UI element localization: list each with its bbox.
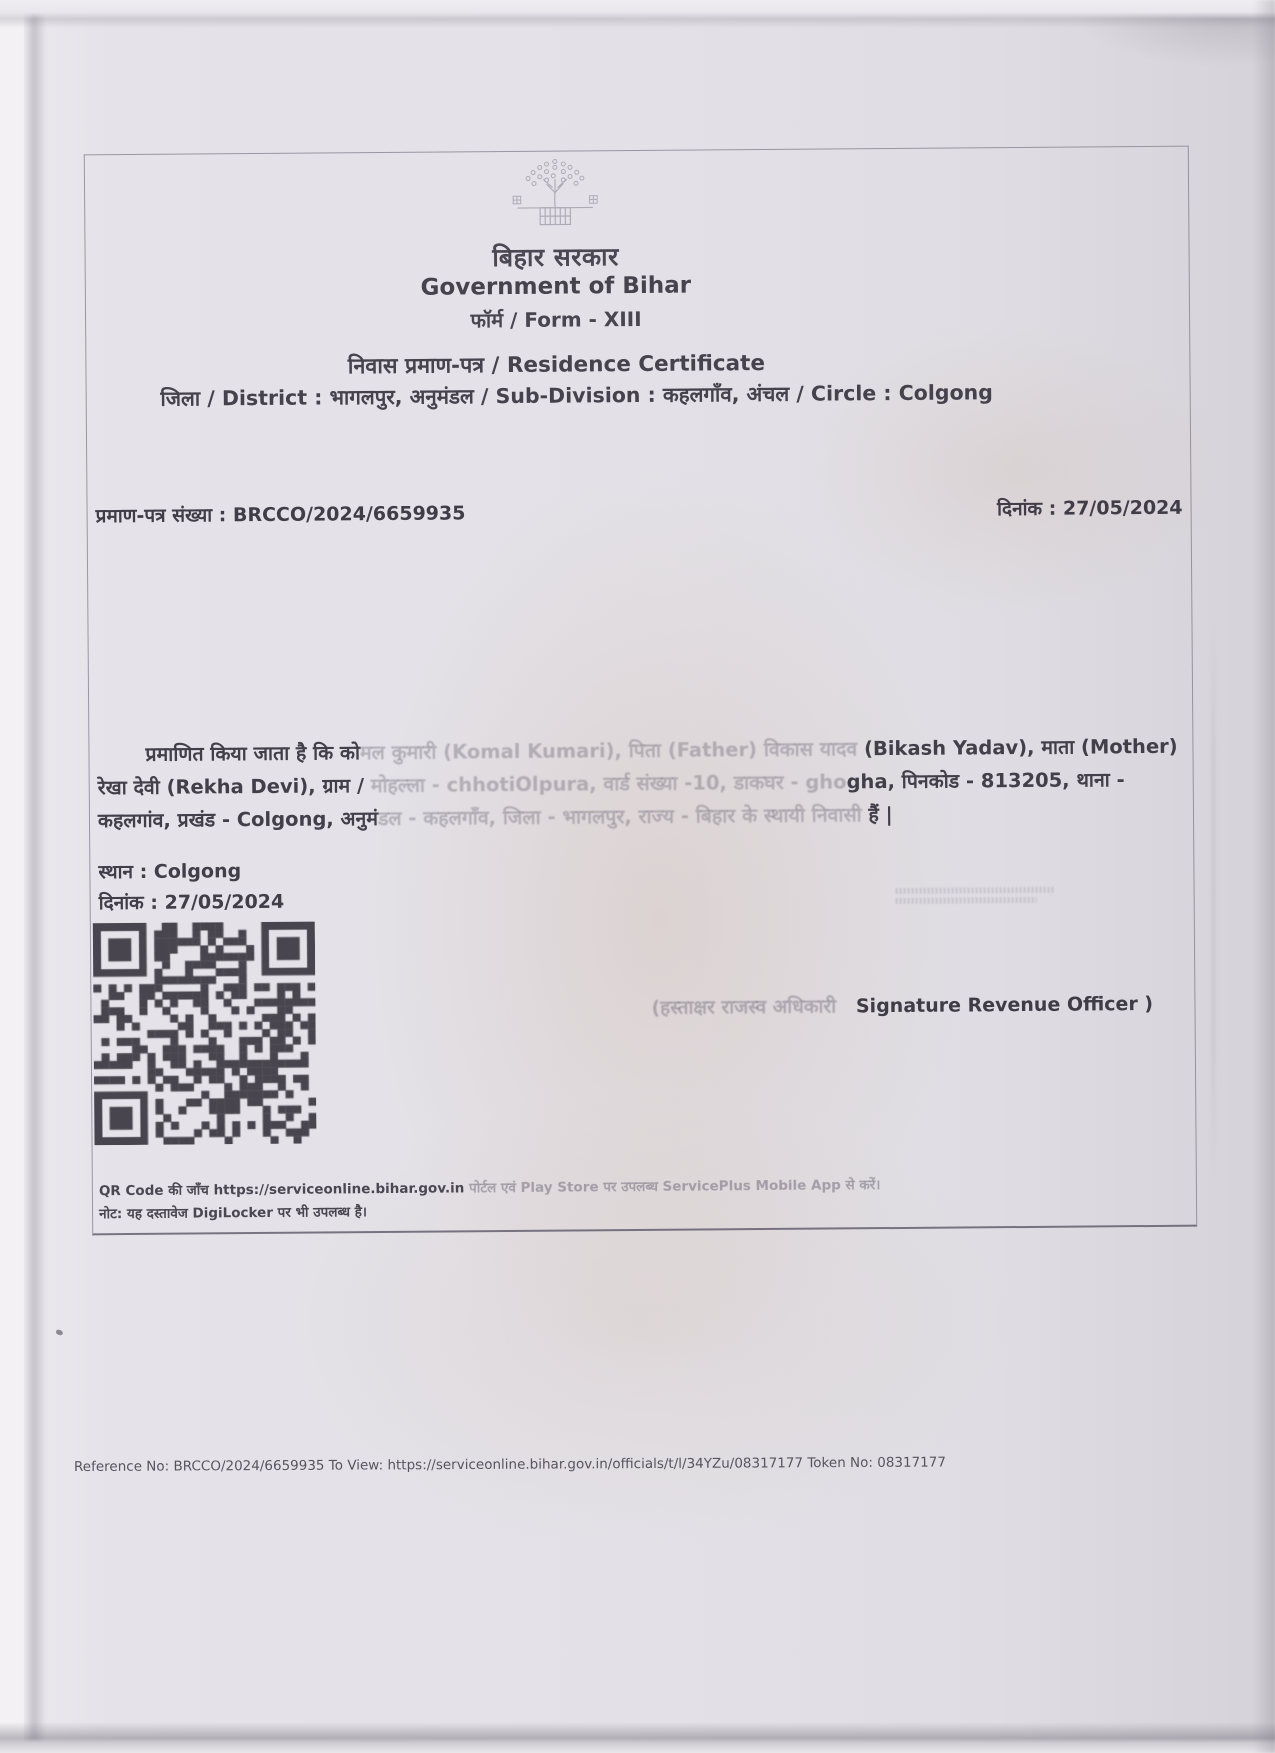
- scan-shadow-left: [24, 0, 46, 1753]
- text-segment: मल कुमारी (Komal Kumari), पिता (Father) विकास यादव: [359, 737, 865, 765]
- certificate-body-text: [97, 730, 1190, 838]
- issue-date: दिनांक : 27/05/2024: [996, 496, 1183, 521]
- text-segment: डल - कहलगाँव, जिला - भागलपुर, राज्य - बिहार के स्थायी निवासी: [377, 803, 869, 831]
- scan-edge-left-margin: [0, 0, 24, 1753]
- text-segment: (हस्ताक्षर राजस्व अधिकारी: [651, 995, 843, 1019]
- text-segment: QR Code की जाँच https://serviceonline.bihar.gov.in: [98, 1180, 470, 1200]
- text-segment: प्रमाणित किया जाता है कि को: [145, 741, 361, 766]
- text-segment: पोर्टल एवं Play Store पर उपलब्ध ServicePlus Mobile App से करें।: [468, 1177, 881, 1197]
- certificate-number: प्रमाण-पत्र संख्या : BRCCO/2024/6659935: [95, 502, 466, 528]
- qr-verification-note: [99, 1175, 881, 1199]
- signature-revenue-officer-line: [651, 990, 1153, 1020]
- bihar-emblem-tree-icon: [475, 155, 636, 240]
- text-segment: Signature Revenue Officer ): [842, 992, 1154, 1018]
- scan-shadow-bottom: [0, 1722, 1275, 1753]
- text-segment: (Bikash Yadav), माता (Mother): [863, 734, 1178, 761]
- district-subdivision-circle-line: जिला / District : भागलपुर, अनुमंडल / Sub-Division : कहलगाँव, अंचल / Circle : Colgong: [160, 380, 993, 411]
- government-name-english: Government of Bihar: [420, 272, 692, 301]
- form-number: फॉर्म / Form - XIII: [470, 306, 642, 333]
- text-segment: कहलगांव, प्रखंड - Colgong, अनुमं: [97, 807, 379, 833]
- text-segment: हैं |: [868, 803, 893, 827]
- text-segment: मोहल्ला - chhotiOlpura, वार्ड संख्या -10, डाकघर - gho: [370, 770, 847, 798]
- document-title: निवास प्रमाण-पत्र / Residence Certificate: [347, 351, 766, 380]
- scan-shadow-top: [0, 0, 1275, 30]
- text-segment: gha, पिनकोड - 813205, थाना -: [846, 768, 1125, 794]
- qr-code: [93, 922, 317, 1146]
- footer-reference-line: Reference No: BRCCO/2024/6659935 To View: https://serviceonline.bihar.gov.in/officials/t/l/34YZu/08317177 Token No: 08317177: [73, 1454, 946, 1476]
- certificate-header: [85, 148, 1025, 411]
- government-name-hindi: बिहार सरकार: [492, 242, 619, 273]
- digilocker-note: नोट: यह दस्तावेज DigiLocker पर भी उपलब्ध है।: [99, 1204, 368, 1223]
- place-line: स्थान : Colgong: [98, 860, 242, 884]
- text-segment: रेखा देवी (Rekha Devi), ग्राम /: [97, 774, 371, 800]
- scan-speck: [55, 1329, 63, 1336]
- scan-shadow-right: [1253, 0, 1275, 1753]
- faint-digital-signature-text: [896, 883, 1056, 908]
- paper-crease: [1212, 620, 1215, 1180]
- signoff-date-line: दिनांक : 27/05/2024: [98, 890, 285, 915]
- certificate-border-box: [84, 146, 1197, 1236]
